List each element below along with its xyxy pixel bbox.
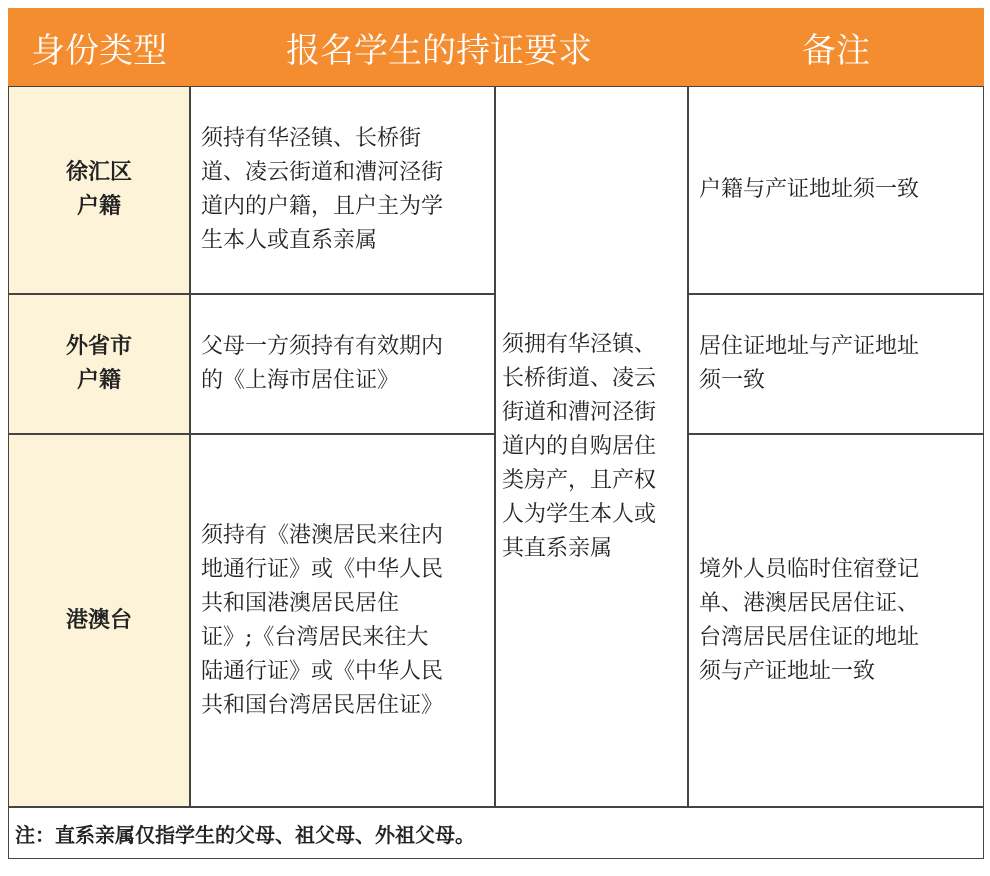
requirement-hk-macao-taiwan: 须持有《港澳居民来往内 地通行证》或《中华人民 共和国港澳居民居住 证》;《台湾居民来往大 陆通行证》或《中华人民 共和国台湾居民居住证》 [190,434,495,807]
shared-property-requirement: 须拥有华泾镇、 长桥街道、凌云 街道和漕河泾街 道内的自购居住 类房产，且产权 人为学生本人或 其直系亲属 [495,86,688,807]
remark-xuhui-hukou: 户籍与产证地址须一致 [688,86,984,294]
header-requirements: 报名学生的持证要求 [190,8,688,86]
requirement-other-province-hukou: 父母一方须持有有效期内 的《上海市居住证》 [190,294,495,434]
requirements-table [8,8,984,859]
type-xuhui-hukou: 徐汇区 户籍 [8,86,190,294]
header-remarks: 备注 [688,8,984,86]
header-identity-type: 身份类型 [8,8,190,86]
remark-hk-macao-taiwan: 境外人员临时住宿登记 单、港澳居民居住证、 台湾居民居住证的地址 须与产证地址一致 [688,434,984,807]
requirement-xuhui-hukou: 须持有华泾镇、长桥街 道、凌云街道和漕河泾街 道内的户籍，且户主为学 生本人或直系亲属 [190,86,495,294]
type-other-province-hukou: 外省市 户籍 [8,294,190,434]
remark-other-province-hukou: 居住证地址与产证地址 须一致 [688,294,984,434]
type-hk-macao-taiwan: 港澳台 [8,434,190,807]
footnote: 注：直系亲属仅指学生的父母、祖父母、外祖父母。 [8,807,984,859]
